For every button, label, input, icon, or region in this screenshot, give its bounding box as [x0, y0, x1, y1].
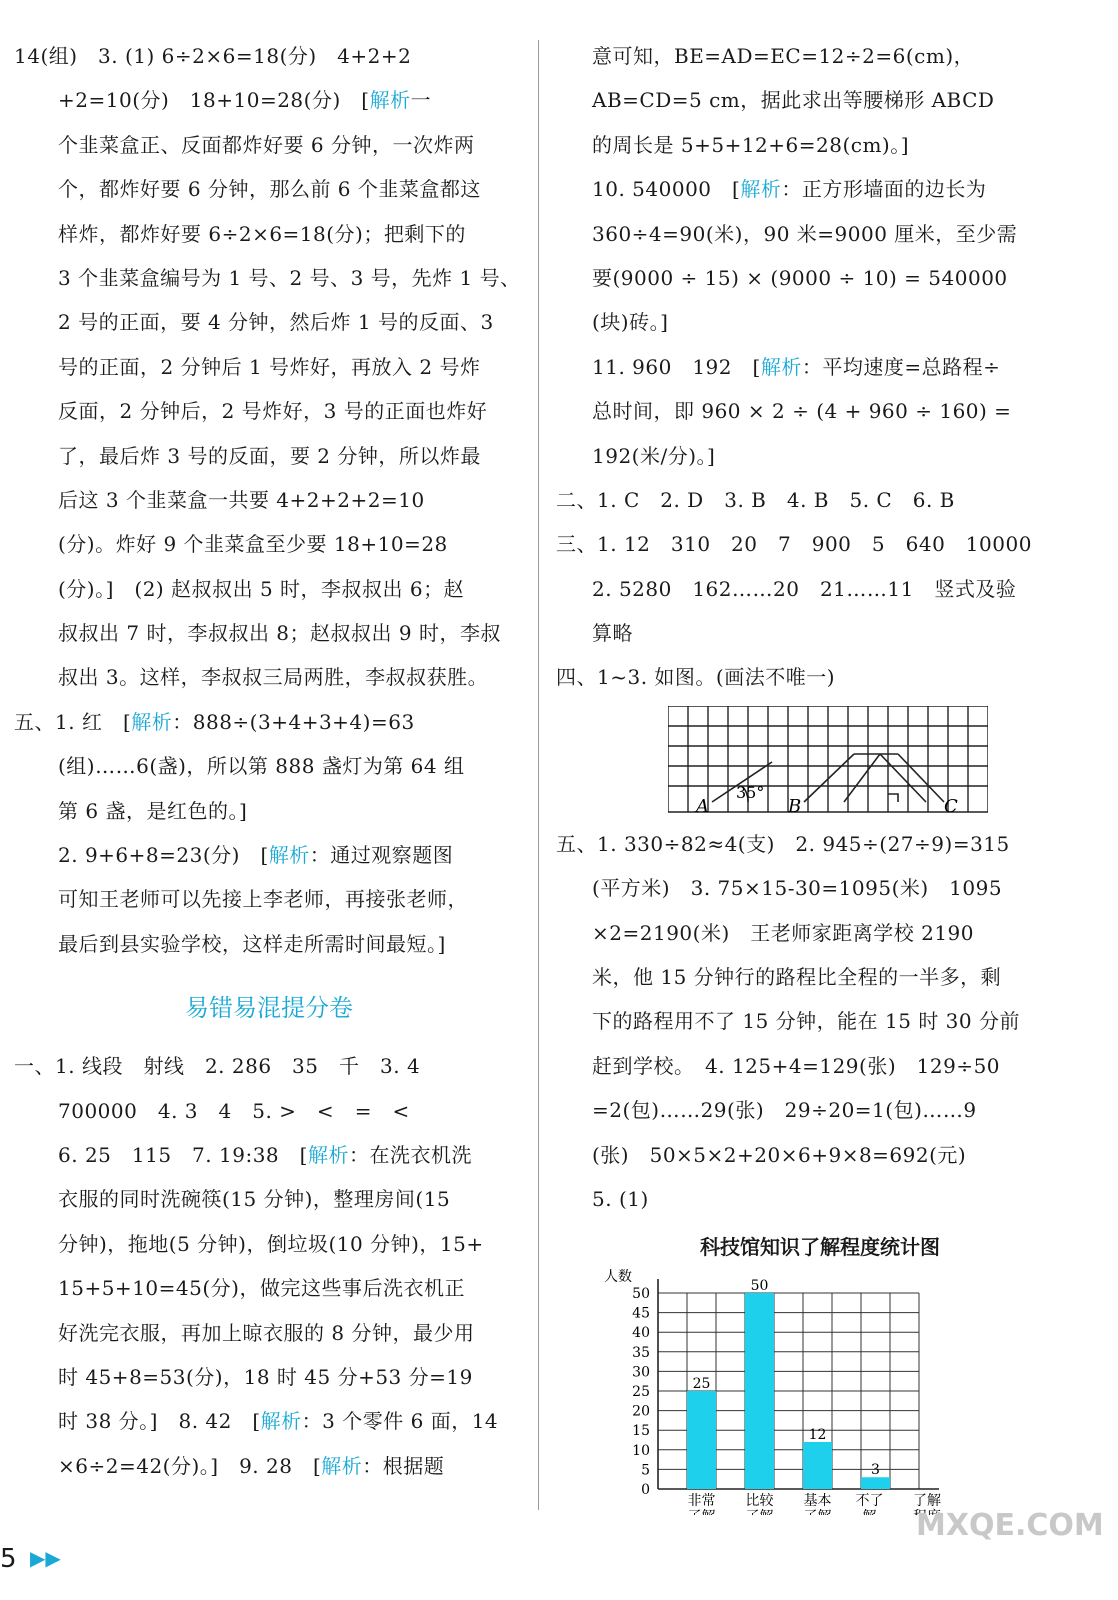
text-line: (张) 50×5×2+20×6+9×8=692(元)	[592, 1142, 967, 1167]
y-tick-label: 25	[632, 1384, 650, 1401]
bar-value-label: 12	[808, 1427, 827, 1444]
text-line: 五、1. 330÷82≈4(支) 2. 945÷(27÷9)=315	[556, 831, 1010, 856]
analysis-tag: 解析	[369, 88, 411, 113]
x-axis-label: 了解	[913, 1493, 941, 1510]
point-b-label: B	[788, 795, 802, 817]
analysis-tag: 解析	[260, 1409, 302, 1434]
bar-value-label: 25	[692, 1376, 711, 1393]
analysis-tag: 解析	[321, 1453, 363, 1478]
text-line: 要(9000 ÷ 15) × (9000 ÷ 10) = 540000	[592, 265, 1008, 290]
bar-chart-svg	[596, 1267, 956, 1515]
text-line: 反面，2 分钟后，2 号炸好，3 号的正面也炸好	[58, 399, 488, 424]
text-line: 米，他 15 分钟行的路程比全程的一半多，剩	[592, 965, 1002, 990]
bar-chart	[596, 1267, 1104, 1519]
text-line: 号的正面，2 分钟后 1 号炸好，再放入 2 号炸	[58, 354, 481, 379]
category-label: 比较	[745, 1493, 774, 1510]
analysis-tag: 解析	[268, 843, 310, 868]
trapezoid-outer-side	[898, 754, 944, 802]
y-tick-label: 40	[632, 1325, 650, 1342]
text-line: 总时间，即 960 × 2 ÷ (4 + 960 ÷ 160) =	[592, 399, 1012, 424]
text-line: 可知王老师可以先接上李老师，再接张老师，	[58, 887, 468, 912]
y-tick-label: 5	[641, 1462, 650, 1479]
text-line: 叔叔出 7 时，李叔叔出 8；赵叔叔出 9 时，李叔	[58, 621, 501, 646]
text-line: 第 6 盏，是红色的。]	[58, 798, 248, 823]
column-divider	[538, 40, 539, 1510]
text-line: AB=CD=5 cm，据此求出等腰梯形 ABCD	[592, 88, 995, 113]
trapezoid-right-side	[880, 754, 926, 802]
text-line: 二、1. C 2. D 3. B 4. B 5. C 6. B	[556, 487, 955, 512]
text-line: 360÷4=90(米)，90 米=9000 厘米，至少需	[592, 221, 1018, 246]
bar-value-label: 3	[871, 1462, 880, 1479]
text-line: 14(组) 3. (1) 6÷2×6=18(分) 4+2+2	[14, 44, 412, 68]
y-tick-label: 30	[632, 1364, 650, 1381]
geometry-grid-figure	[668, 706, 988, 818]
bar-value-label: 50	[750, 1278, 769, 1295]
chart-title: 科技馆知识了解程度统计图	[700, 1235, 940, 1260]
y-tick-label: 45	[632, 1305, 650, 1322]
analysis-tag: 解析	[760, 354, 802, 379]
bar	[745, 1293, 774, 1489]
text-line: 6. 25 115 7. 19:38 [解析：在洗衣机洗	[58, 1142, 472, 1167]
y-tick-label: 10	[632, 1443, 650, 1460]
text-line: ×6÷2=42(分)。] 9. 28 [解析：根据题	[58, 1453, 445, 1478]
text-line: 分钟)，拖地(5 分钟)，倒垃圾(10 分钟)，15+	[58, 1231, 484, 1256]
text-line: 算略	[592, 621, 633, 646]
y-tick-label: 0	[641, 1482, 650, 1499]
section-title: 易错易混提分卷	[185, 994, 353, 1023]
y-tick-label: 15	[632, 1423, 650, 1440]
text-line: 赶到学校。 4. 125+4=129(张) 129÷50	[592, 1053, 1001, 1078]
text-line: 2. 5280 162……20 21……11 竖式及验	[592, 576, 1017, 601]
text-line: 意可知，BE=AD=EC=12÷2=6(cm)，	[592, 44, 975, 68]
watermark-logo: MXQE.COM	[916, 1508, 1104, 1543]
category-label: 不了	[855, 1493, 884, 1510]
text-line: 700000 4. 3 4 5. > < = <	[58, 1098, 410, 1123]
text-line: (分)。炸好 9 个韭菜盒至少要 18+10=28	[58, 532, 448, 557]
text-line: 后这 3 个韭菜盒一共要 4+2+2+2=10	[58, 487, 425, 512]
text-line: 了，最后炸 3 号的反面，要 2 分钟，所以炸最	[58, 443, 481, 468]
text-line: 样炸，都炸好要 6÷2×6=18(分)；把剩下的	[58, 221, 466, 246]
y-tick-label: 35	[632, 1345, 650, 1362]
text-line: 叔出 3。这样，李叔叔三局两胜，李叔叔获胜。	[58, 665, 489, 690]
text-line: (分)。] (2) 赵叔叔出 5 时，李叔叔出 6；赵	[58, 576, 465, 601]
analysis-tag: 解析	[307, 1142, 349, 1167]
text-line: =2(包)……29(张) 29÷20=1(包)……9	[592, 1098, 977, 1123]
text-line: 个，都炸好要 6 分钟，那么前 6 个韭菜盒都这	[58, 177, 481, 202]
right-angle-mark	[888, 794, 898, 802]
text-line: 3 个韭菜盒编号为 1 号、2 号、3 号，先炸 1 号、	[58, 265, 521, 290]
text-line: 最后到县实验学校，这样走所需时间最短。]	[58, 931, 446, 956]
text-line: (组)……6(盏)，所以第 888 盏灯为第 64 组	[58, 754, 465, 779]
text-line: 衣服的同时洗碗筷(15 分钟)，整理房间(15	[58, 1187, 451, 1212]
text-line: 2. 9+6+8=23(分) [解析：通过观察题图	[58, 843, 454, 868]
text-line: 一、1. 线段 射线 2. 286 35 千 3. 4	[14, 1054, 421, 1079]
text-line: 10. 540000 [解析：正方形墙面的边长为	[592, 177, 987, 202]
text-line: 5. (1)	[592, 1186, 649, 1211]
category-label: 基本	[803, 1493, 832, 1510]
text-line: 11. 960 192 [解析：平均速度=总路程÷	[592, 354, 1001, 379]
text-line: 四、1~3. 如图。(画法不唯一)	[556, 665, 836, 690]
text-line: 的周长是 5+5+12+6=28(cm)。]	[592, 132, 910, 157]
category-label	[863, 1509, 877, 1515]
page-number: 5	[0, 1544, 17, 1574]
right-column	[556, 34, 1104, 1519]
y-tick-label: 20	[632, 1403, 650, 1420]
bar	[803, 1442, 832, 1489]
text-line: 时 45+8=53(分)，18 时 45 分+53 分=19	[58, 1364, 473, 1389]
text-line: 好洗完衣服，再加上晾衣服的 8 分钟，最少用	[58, 1320, 475, 1345]
text-line: 三、1. 12 310 20 7 900 5 640 10000	[556, 532, 1032, 557]
text-line: (平方米) 3. 75×15-30=1095(米) 1095	[592, 876, 1003, 901]
text-line: (块)砖。]	[592, 310, 669, 335]
category-label: 非常	[687, 1493, 716, 1510]
text-line: 五、1. 红 [解析：888÷(3+4+3+4)=63	[14, 709, 415, 734]
bar	[861, 1478, 890, 1490]
point-c-label: C	[944, 795, 958, 817]
y-tick-label: 50	[632, 1286, 650, 1303]
analysis-tag: 解析	[740, 177, 782, 202]
trapezoid-inner-side	[844, 754, 880, 802]
trapezoid-left-side	[804, 754, 854, 802]
text-line: +2=10(分) 18+10=28(分) [解析一	[58, 88, 432, 113]
category-label	[688, 1509, 716, 1515]
text-line: 下的路程用不了 15 分钟，能在 15 时 30 分前	[592, 1009, 1020, 1034]
footer-arrow-icon: ▶▶	[30, 1546, 61, 1570]
text-line: ×2=2190(米) 王老师家距离学校 2190	[592, 920, 974, 945]
category-label	[804, 1509, 832, 1515]
text-line: 时 38 分。] 8. 42 [解析：3 个零件 6 面，14	[58, 1409, 499, 1434]
text-line: 15+5+10=45(分)，做完这些事后洗衣机正	[58, 1276, 465, 1301]
y-axis-label: 人数	[604, 1269, 632, 1286]
text-line: 2 号的正面，要 4 分钟，然后炸 1 号的反面、3	[58, 310, 494, 335]
geometry-grid-svg	[668, 706, 988, 818]
point-a-label: A	[696, 795, 709, 817]
text-line: 个韭菜盒正、反面都炸好要 6 分钟，一次炸两	[58, 132, 475, 157]
analysis-tag: 解析	[131, 709, 173, 734]
category-label	[746, 1509, 774, 1515]
bar	[687, 1391, 716, 1489]
left-column	[14, 34, 524, 1488]
text-line: 192(米/分)。]	[592, 443, 716, 468]
angle-label: 35°	[736, 782, 765, 802]
